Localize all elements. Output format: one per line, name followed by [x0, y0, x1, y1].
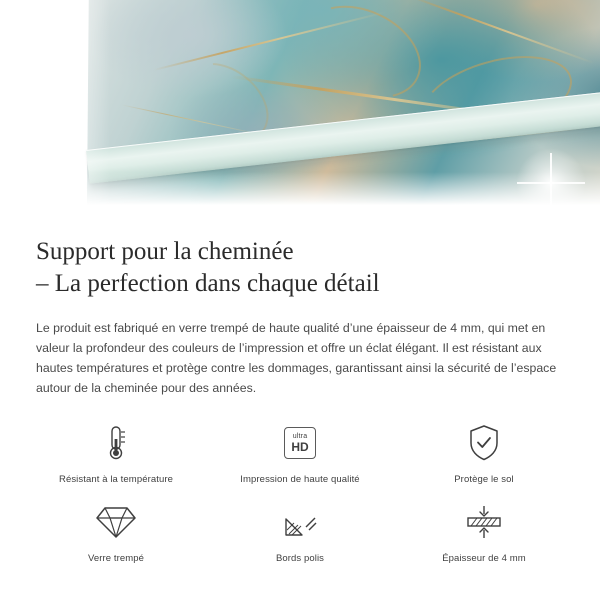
- feature-item-tempered-glass: [24, 499, 208, 564]
- description-content: [0, 236, 600, 398]
- feature-label: Impression de haute qualité: [240, 474, 360, 485]
- shield-check-icon: [466, 420, 502, 466]
- feature-label: Protège le sol: [454, 474, 514, 485]
- feature-label: Bords polis: [275, 553, 325, 564]
- marble-glass-illustration: [0, 0, 600, 218]
- ultra-hd-badge-icon: [284, 420, 316, 466]
- badge-bottom-text: HD: [291, 440, 309, 454]
- feature-label: Verre trempé: [87, 553, 145, 564]
- hero-image: [0, 0, 600, 218]
- headline-line-1: Support pour la cheminée: [36, 238, 294, 265]
- thickness-arrows-icon: [462, 499, 506, 545]
- polished-edges-icon: [282, 499, 318, 545]
- feature-label: Résistant à la température: [58, 474, 174, 485]
- thermometer-icon: [101, 420, 131, 466]
- description-paragraph: Le produit est fabriqué en verre trempé de haute qualité d’une épaisseur de 4 mm, qui met en valeur la profondeur des couleurs de l’impression et offre un éclat élégant. Il est résistant aux hautes températures et protège contre les dommages, garantissant ainsi la sécurité de l’espace autour de la cheminée pour des années.: [36, 321, 557, 395]
- page-title: [36, 236, 564, 300]
- feature-item-polished-edges: [208, 499, 392, 564]
- headline-line-2: – La perfection dans chaque détail: [36, 270, 380, 297]
- feature-item-floor-protection: [392, 420, 576, 485]
- feature-grid: [0, 420, 600, 564]
- feature-item-print-quality: [208, 420, 392, 485]
- badge-top-text: ultra: [292, 433, 308, 440]
- feature-item-thickness: [392, 499, 576, 564]
- feature-item-temperature: [24, 420, 208, 485]
- feature-label: Épaisseur de 4 mm: [442, 553, 526, 564]
- diamond-icon: [95, 499, 137, 545]
- hero-fade-bottom: [0, 172, 600, 218]
